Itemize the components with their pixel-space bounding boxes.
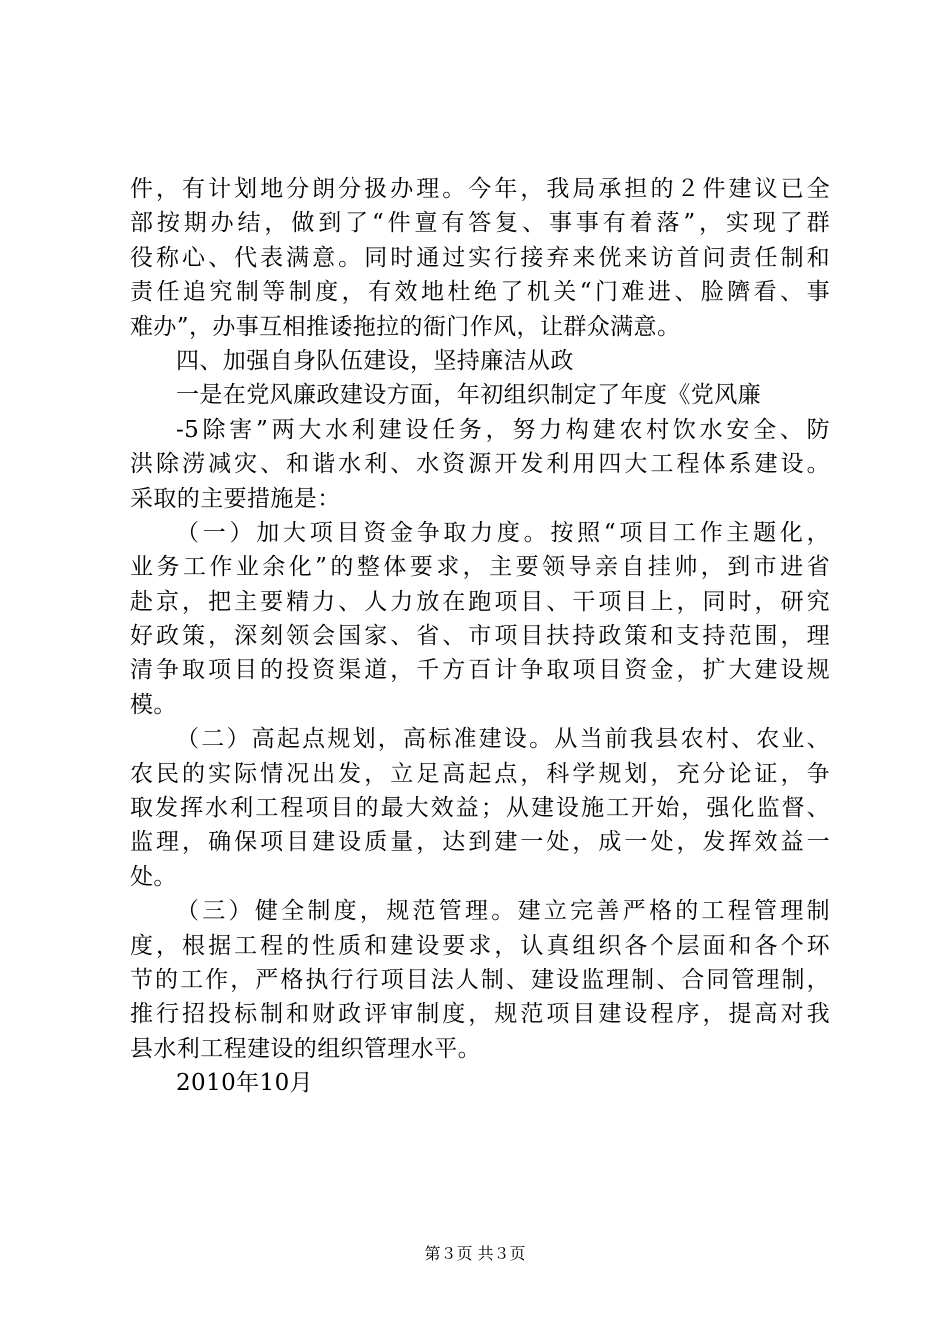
text-line: 一是在党风廉政建设方面，年初组织制定了年度《党风廉 [176,382,761,409]
text-line: 农民的实际情况出发，立足高起点，科学规划，充分论证，争 [130,760,830,787]
text-line: 2010年10月 [176,1070,313,1097]
text-line: 责任追究制等制度，有效地杜绝了机关“门难进、脸隮看、事 [130,279,830,306]
text-line: 四、加强自身队伍建设，坚持廉洁从政 [176,347,574,374]
text-line: 业务工作业余化”的整体要求，主要领导亲自挂帅，到市进省 [130,554,830,581]
text-line: （三）健全制度，规范管理。建立完善严格的工程管理制 [176,898,830,925]
text-line: 洪除涝减灾、和谐水利、水资源开发利用四大工程体系建设。 [130,451,830,478]
text-line: 节的工作，严格执行行项目法人制、建设监理制、合同管理制， [130,966,830,993]
text-line: 役称心、代表满意。同时通过实行接弃来侊来访首问责任制和 [130,244,830,271]
text-line: 件，有计划地分朗分扱办理。今年，我局承担的２件建议已全 [130,176,830,202]
text-line: 赴京，把主要精力、人力放在跑项目、干项目上，同时，研究 [130,588,830,615]
text-line: 清争取项目的投资渠道，千方百计争取项目资金，扩大建设规 [130,657,830,684]
text-line: （二）高起点规划，高标准建设。从当前我县农村、农业、 [176,726,830,753]
text-line: （一）加大项目资金争取力度。按照“项目工作主题化， [176,519,830,546]
text-line: 好政策，深刻领会国家、省、市项目扶持政策和支持范围，理 [130,623,830,650]
text-line: 难办”，办事互相推诿拖拉的衙门作风，让群众满意。 [130,313,681,340]
text-line: 模。 [130,691,177,718]
text-line: 部按期办结，做到了“件亶有答复、事事有着落”，实现了群 [130,210,830,237]
text-line: 县水利工程建设的组织管理水平。 [130,1035,481,1062]
text-line: 监理，确保项目建设质量，达到建一处，成一处，发挥效益一 [130,829,830,856]
document-body [130,172,830,1101]
text-line: 取发挥水利工程项目的最大效益；从建设施工开始，强化监督、 [130,795,830,822]
text-line: 推行招投标制和财政评审制度，规范项目建设程序，提高对我 [130,1001,830,1028]
text-line: 采取的主要措施是： [130,485,341,512]
text-line: -5除害”两大水利建设任务，努力构建农村饮水安全、防 [176,416,830,443]
page-footer: 第３页 共３页 [424,1244,526,1263]
text-line: 处。 [130,863,177,890]
text-line: 度，根据工程的性质和建设要求，认真组织各个层面和各个环 [130,932,830,959]
